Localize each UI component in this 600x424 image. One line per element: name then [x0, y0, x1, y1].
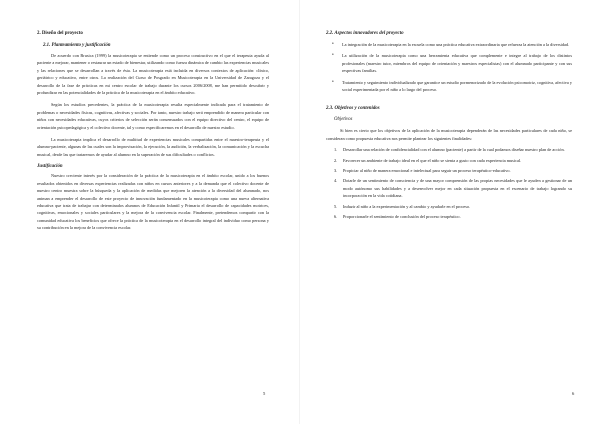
- list-number: 1.: [334, 147, 338, 153]
- list-item: [326, 177, 572, 199]
- list-item: [326, 146, 572, 153]
- list-item-text: Induzir al niño a la experimentación y al cambio y ayudarle en el proceso.: [343, 203, 471, 209]
- page-number: 6: [572, 391, 575, 396]
- list-item: [326, 157, 572, 164]
- paragraph: Según los estudios precedentes, la práctica de la musicoterapia resulta especialmente indicada para el tratamiento de problemas o necesidades físicas, cognitivas, afectivas y sociales. Por tanto, nuestro trabajo será emprendido de manera particular con niños con necesidades educativas, cuyos criterios de selección serán consensuados con el equipo directivo del centro, el equipo de orientación psicopedagógica y el colectivo docente, tal y como especificaremos en el desarrollo de nuestro estudio.: [37, 102, 269, 130]
- list-item: [326, 79, 572, 94]
- list-number: 2.: [334, 157, 338, 163]
- innovation-list: [326, 41, 572, 93]
- list-item-text: Tratamiento y seguimiento individualizado que garantice un estudio pormenorizado de la evolución psicomotriz, cognitiva, afectiva y social experimentada por el niño a lo largo del proceso.: [342, 79, 572, 93]
- page-6: [300, 0, 600, 424]
- list-number: 6.: [334, 214, 338, 220]
- list-item-text: Propiciar al niño de manera emocional e intelectual para seguir un proceso terapéutico-educativo.: [343, 168, 511, 174]
- page-5-content: [37, 30, 269, 232]
- list-item-text: Favorecer un ambiente de trabajo ideal en el que el niño se sienta a gusto con cada experiencia musical.: [343, 157, 522, 163]
- objectives-list: [326, 146, 572, 220]
- list-item-text: Desarrollar una relación de confidencialidad con el alumno (paciente) a partir de la cual podamos diseñar nuestro plan de acción.: [343, 147, 565, 153]
- paragraph: La musicoterapia implica el desarrollo de multitud de experiencias musicales compartidas entre el maestro-terapeuta y el alumno-paciente, algunas de las cuales son la improvisación, la ejecución, la audición, la verbalización, la comunicación y la escucha musical, desde las que trataremos de ayudar al alumno en la superación de sus dificultades o conflictos.: [37, 137, 269, 157]
- justification-heading: Justificación: [37, 164, 63, 170]
- list-item-text: Proporcionarle el sentimiento de conclusión del proceso terapéutico.: [343, 214, 461, 220]
- list-item-text: La utilización de la musicoterapia como una herramienta educativa que complemente e integre al trabajo de los distintos profesionales (maestro tutor, miembros del equipo de orientación y maestros especialistas) con el alumnado participante y con sus respectivas familias.: [342, 53, 572, 74]
- page-6-content: [326, 30, 572, 224]
- list-item: [326, 41, 572, 48]
- list-item: [326, 213, 572, 220]
- list-number: 3.: [334, 168, 338, 174]
- list-number: 5.: [334, 203, 338, 209]
- objectives-heading: Objetivos: [334, 117, 353, 123]
- page-number: 5: [263, 391, 266, 396]
- section-heading-design: 2. Diseño del proyecto: [37, 31, 83, 36]
- subsection-heading-innovative: 2.2. Aspectos innovadores del proyecto: [326, 31, 404, 36]
- subsection-heading-justification: 2.1. Planteamiento y justificación: [43, 43, 111, 48]
- bullet-icon: •: [332, 79, 334, 85]
- list-item: [326, 52, 572, 74]
- paragraph: De acuerdo con Brusica (1999) la musicoterapia se entiende como un proceso constructivo en el que el terapeuta ayuda al paciente a mejorar, mantener o restaurar un estado de bienestar, utilizando como fuerza dinámica de cambio las experiencias musicales y las relaciones que se desarrollan a través de ésta. La musicoterapia está incluida en diversos contextos de aplicación: clínico, geriátrico y educativo, entre otros. La realización del Curso de Posgrado en Musicoterapia en la Universidad de Zaragoza y el desarrollo de la fase de prácticas en mi centro escolar de trabajo durante los cursos 2006/2008, me han permitido descubrir y profundizar en las potencialidades de la práctica de la musicoterapia en el ámbito educativo.: [37, 53, 269, 96]
- list-item: [326, 203, 572, 210]
- bullet-icon: •: [332, 42, 334, 47]
- section-heading-objectives: 2.3. Objetivos y contenidos: [326, 106, 380, 112]
- bullet-icon: •: [332, 53, 334, 59]
- justification-paragraph: Nuestro creciente interés por la consideración de la práctica de la musicoterapia en el ámbito escolar, unido a los buenos resultados obtenidos en diversas experiencias realizadas con niños en cursos anteriores y a la demanda que el colectivo docente de nuestro centro muestra sobre la búsqueda y la aplicación de medidas que mejoren la atención a la diversidad del alumnado, nos animan a emprender el desarrollo de este proyecto de innovación fundamentado en la musicoterapia como una nueva alternativa educativa que trata de trabajar con determinados alumnos de Educación Infantil y Primaria el desarrollo de capacidades motrices, cognitivas, emocionales y sociales particulares y la mejora de la convivencia escolar. Finalmente, pretendemos compartir con la comunidad educativa los beneficios que ofrece la práctica de la musicoterapia en el desarrollo integral del individuo como persona y su contribución en la mejora de la convivencia escolar.: [37, 173, 269, 231]
- objectives-intro: Si bien es cierto que los objetivos de la aplicación de la musicoterapia dependerán de las necesidades particulares de cada niño, se consideran como propuesta educativa nos permite plantear los siguientes finalidades:: [326, 128, 572, 141]
- list-item: [326, 167, 572, 174]
- list-number: 4.: [334, 178, 338, 184]
- list-item-text: Dotarle de un sentimiento de consciencia y de una mayor comprensión de las propias necesidades que le ayuden a gestionar de un modo autónomo sus habilidades y a desenvolver mejor en cada situación propuesta en el escenario de trabajo logrando su incorporación en la vida cotidiana.: [343, 178, 572, 199]
- list-item-text: La integración de la musicoterapia en la escuela como una práctica educativa extraordinaria que refuerza la atención a la diversidad.: [342, 42, 570, 47]
